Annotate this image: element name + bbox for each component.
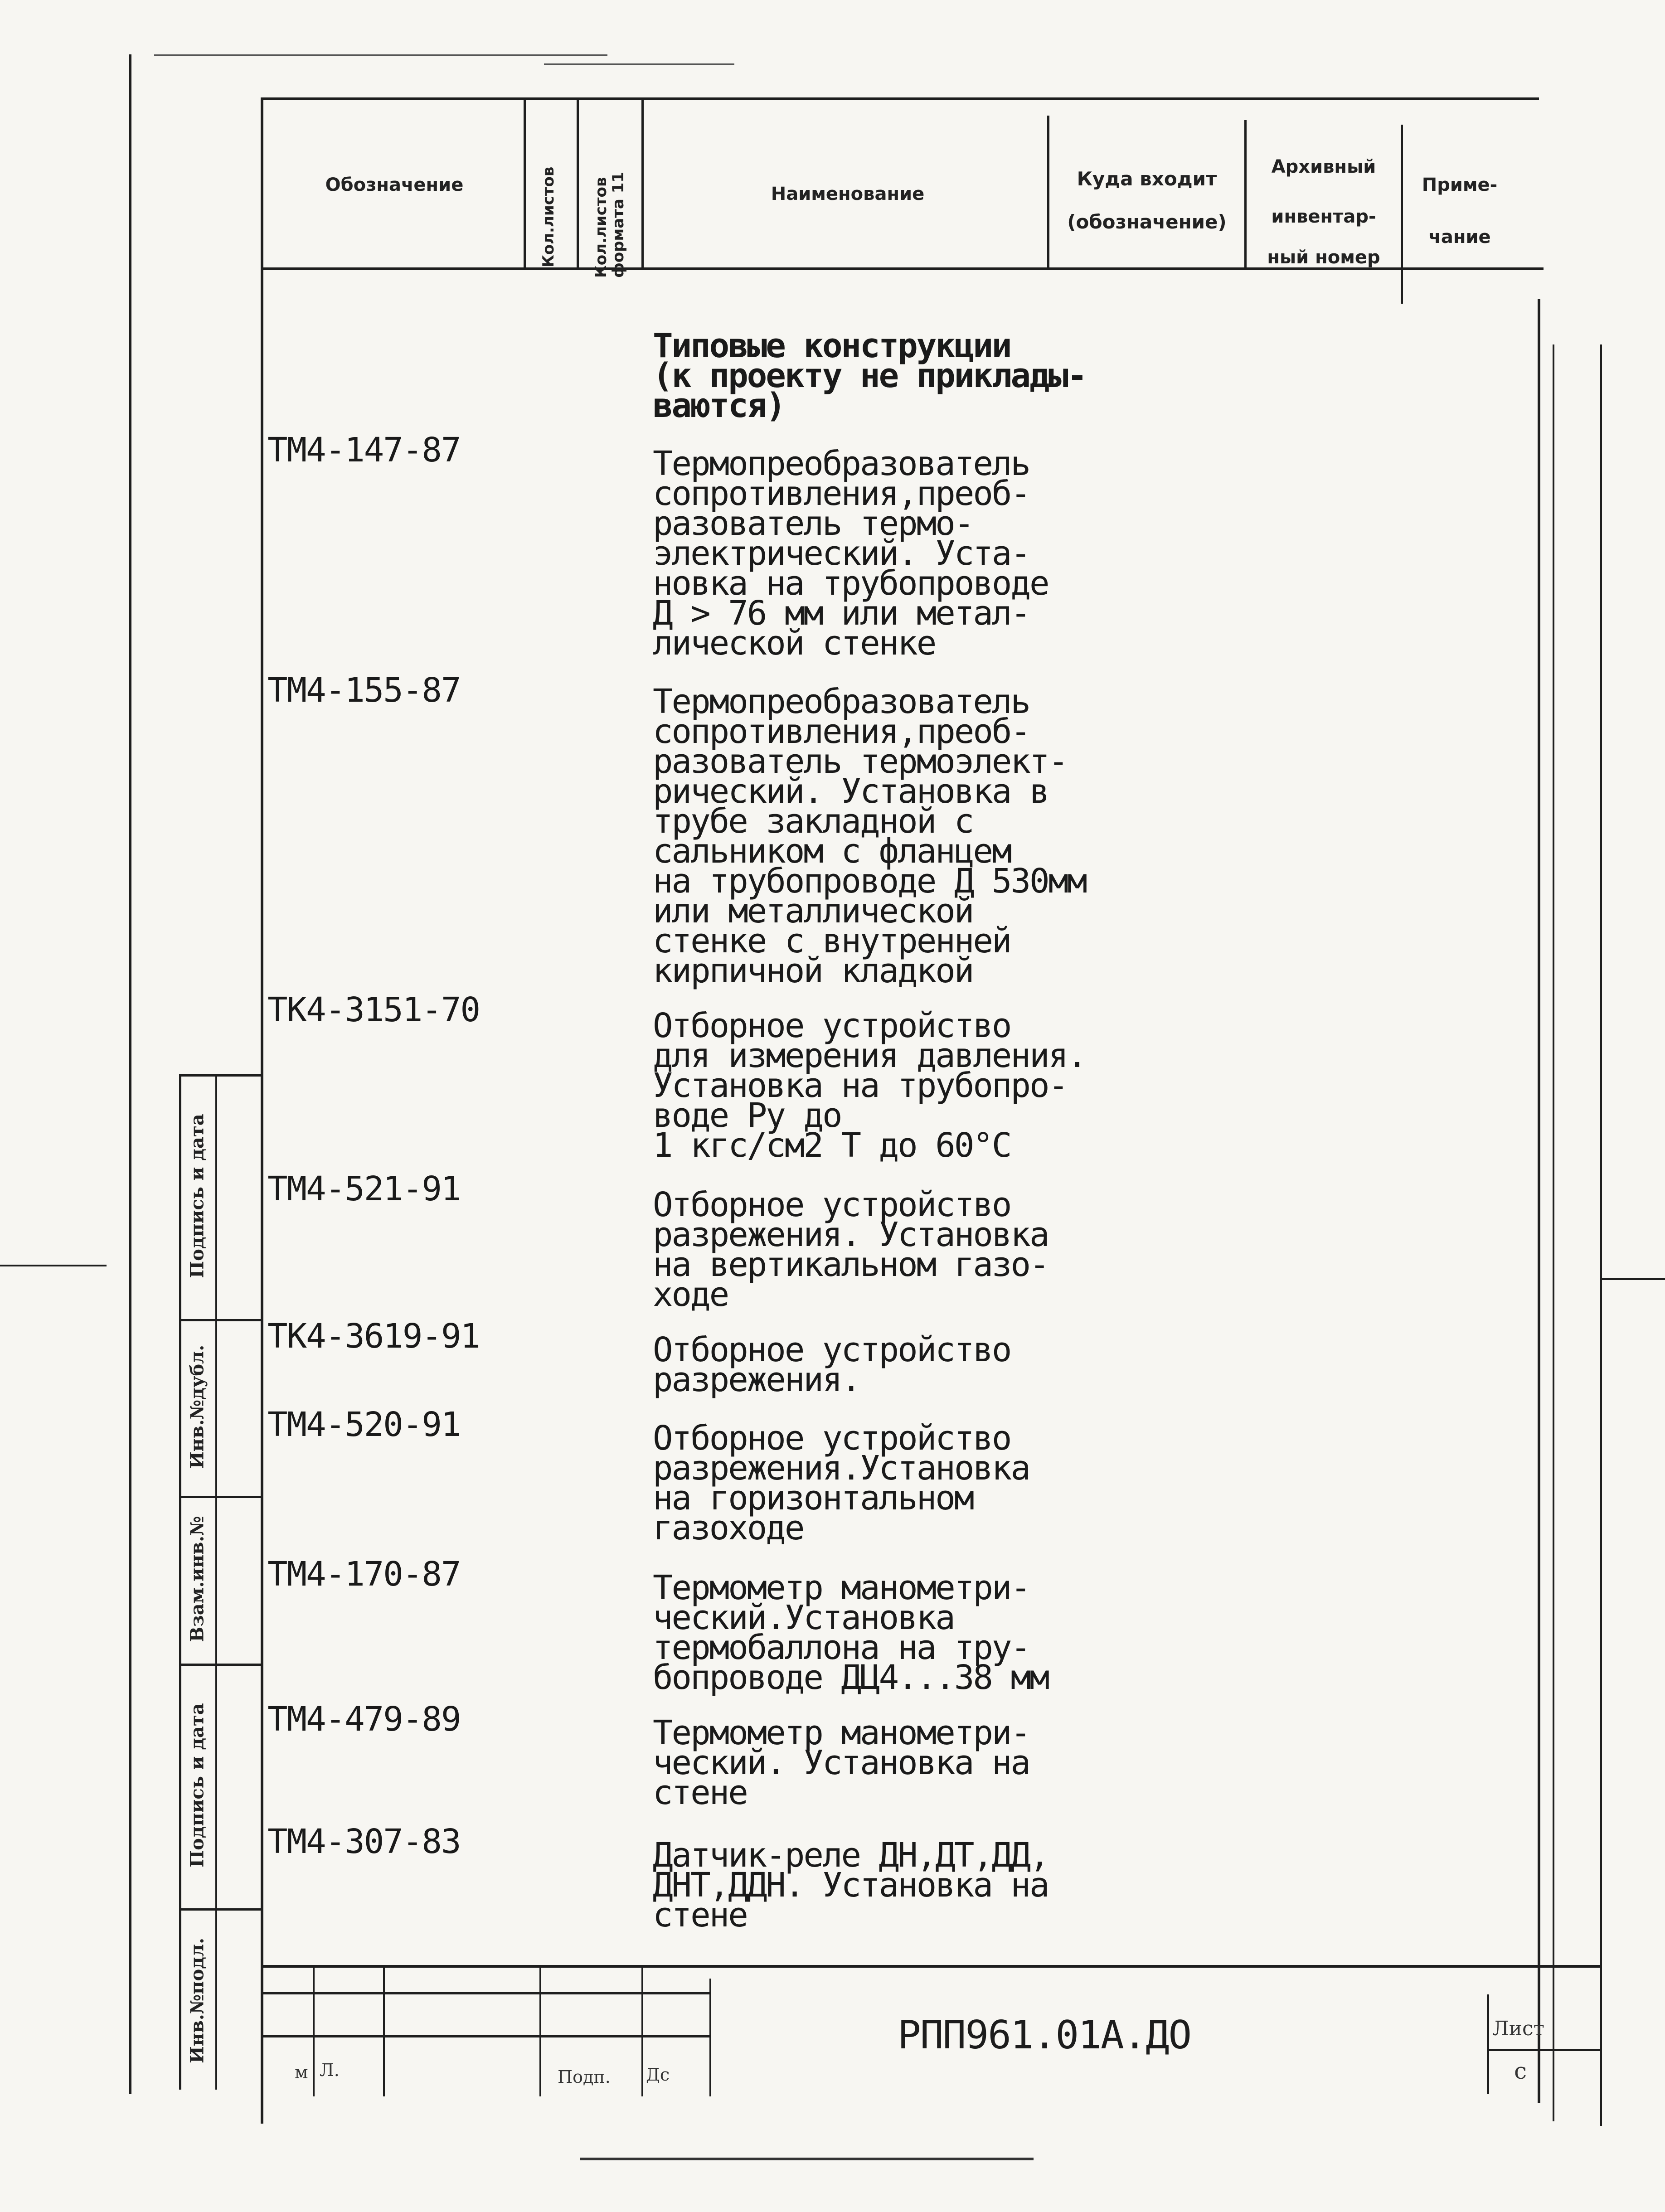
- side-sign-date-top: Подпись и дата: [186, 1114, 208, 1278]
- row-desc: Термометр манометри- ческий. Установка на стене: [653, 1713, 1030, 1812]
- sheet-number: с: [1514, 2058, 1527, 2084]
- frame-left-edge: [129, 54, 131, 2094]
- header-designation: Обозначение: [325, 175, 464, 195]
- header-sheets-format: Кол.листов формата 11: [592, 172, 627, 278]
- row-desc: Датчик-реле ДН,ДТ,ДД, ДНТ,ДДН. Установка на стене: [653, 1836, 1049, 1935]
- row-desc: Отборное устройство разрежения.Установка на горизонтальном газоходе: [653, 1419, 1030, 1547]
- row-desc: Термопреобразователь сопротивления,преоб- разователь термоэлект- рический. Установка в трубе закладной с сальником с фланцем на трубопроводе Д 530мм или металлической стенке с внутренней кирпичной кладкой: [653, 682, 1086, 990]
- title-block-row-3: [1487, 2049, 1600, 2051]
- hdr-div-1: [524, 97, 526, 270]
- frame-right-line-far: [1600, 344, 1602, 2126]
- tb-col-l: Л.: [320, 2060, 340, 2080]
- section-title: Типовые конструкции (к проекту не приклады- ваются): [653, 326, 1086, 425]
- tb-div-6: [1487, 1994, 1489, 2094]
- frame-left-line: [261, 97, 263, 2124]
- header-archive-3: ный номер: [1267, 247, 1380, 268]
- side-row-5: [179, 1908, 263, 1911]
- sheet-label: Лист: [1492, 2017, 1545, 2040]
- row-code: ТМ4-520-91: [267, 1405, 461, 1444]
- tb-div-5: [709, 1979, 711, 2096]
- header-archive-1: Архивный: [1271, 156, 1376, 177]
- header-note-1: Приме-: [1422, 175, 1498, 195]
- title-block-top: [261, 1965, 1600, 1968]
- scan-top-mark: [154, 54, 607, 56]
- side-dup-inv: Инв.№дубл.: [186, 1344, 208, 1469]
- row-code: ТМ4-170-87: [267, 1555, 461, 1594]
- row-desc: Термометр манометри- ческий.Установка термобаллона на тру- бопроводе ДЦ4...38 мм: [653, 1568, 1049, 1697]
- header-archive-2: инвентар-: [1271, 206, 1376, 227]
- left-cut-line: [0, 1265, 107, 1266]
- header-where-used-1: Куда входит: [1077, 168, 1217, 190]
- row-code: ТМ4-307-83: [267, 1822, 461, 1861]
- side-col-left: [179, 1074, 181, 2090]
- hdr-div-4: [1047, 116, 1049, 270]
- row-desc: Термопреобразователь сопротивления,преоб- разователь термо- электрический. Уста- новка на трубопроводе Д > 76 мм или метал- лической стенке: [653, 444, 1049, 663]
- frame-right-line: [1538, 299, 1540, 2103]
- tb-div-2: [383, 1965, 385, 2096]
- row-code: ТМ4-521-91: [267, 1169, 461, 1208]
- row-desc: Отборное устройство разрежения. Установка на вертикальном газо- ходе: [653, 1185, 1049, 1314]
- header-name: Наименование: [771, 184, 925, 204]
- bottom-scan-line: [580, 2158, 1034, 2160]
- document-code: РПП961.01А.ДО: [898, 2013, 1191, 2058]
- header-note-2: чание: [1428, 227, 1491, 247]
- row-code: ТМ4-479-89: [267, 1700, 461, 1739]
- row-desc: Отборное устройство разрежения.: [653, 1330, 1011, 1399]
- header-where-used-2: (обозначение): [1067, 211, 1227, 233]
- scan-top-mark-2: [544, 63, 734, 65]
- row-code: ТК4-3619-91: [267, 1317, 480, 1356]
- tb-col-date: Дс: [646, 2065, 670, 2085]
- side-sign-date-low: Подпись и дата: [186, 1703, 208, 1868]
- hdr-div-3: [641, 97, 644, 270]
- row-code: ТК4-3151-70: [267, 990, 480, 1029]
- hdr-div-2: [577, 97, 579, 270]
- tb-div-4: [641, 1965, 643, 2096]
- side-row-1: [179, 1074, 263, 1077]
- header-sheets-count: Кол.листов: [539, 166, 558, 267]
- side-col-mid: [215, 1074, 217, 2090]
- tb-div-3: [539, 1965, 541, 2096]
- row-code: ТМ4-147-87: [267, 431, 461, 470]
- side-swap-inv: Взам.инв.№: [186, 1516, 208, 1642]
- frame-top-line: [261, 97, 1539, 100]
- hdr-div-6: [1401, 125, 1403, 304]
- row-desc: Отборное устройство для измерения давления. Установка на трубопро- воде Ру до 1 кгс/см2 Т до 60°С: [653, 1006, 1086, 1165]
- tb-col-sign: Подп.: [558, 2067, 611, 2087]
- frame-right-line-outer: [1553, 344, 1554, 2121]
- right-cut-line: [1600, 1278, 1665, 1280]
- tb-col-m: м: [295, 2062, 308, 2082]
- hdr-div-5: [1244, 120, 1247, 270]
- side-orig-inv: Инв.№подл.: [186, 1938, 208, 2064]
- tb-div-1: [313, 1965, 315, 2096]
- row-code: ТМ4-155-87: [267, 671, 461, 710]
